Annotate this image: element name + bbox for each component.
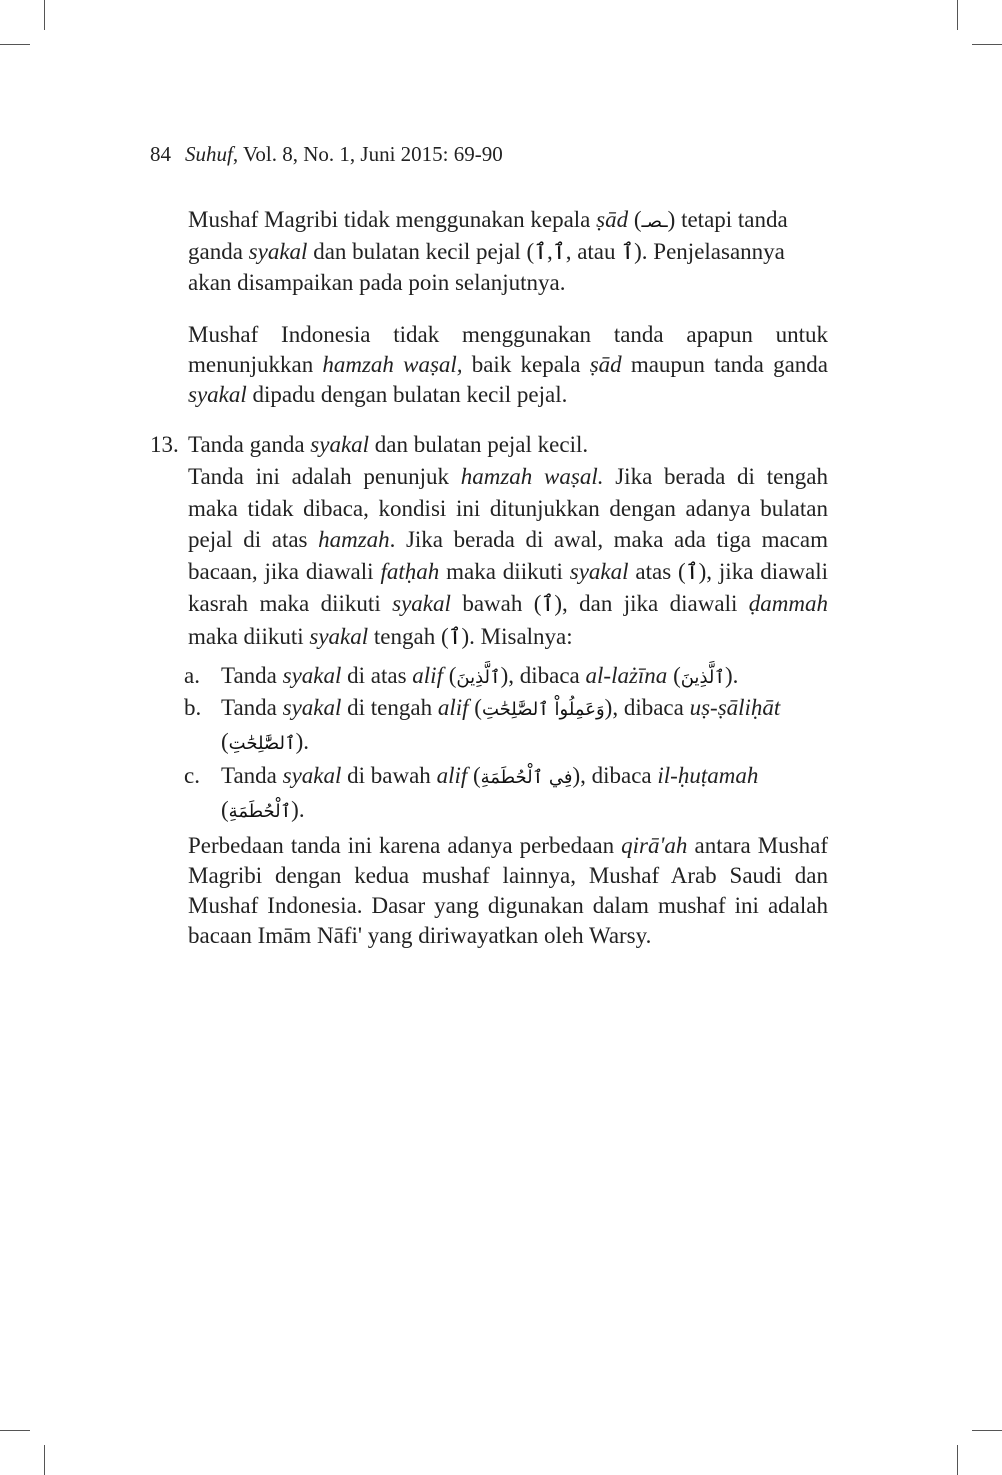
running-head — [150, 142, 503, 167]
item-13-title: Tanda ganda syakal dan bulatan pejal kecil. — [188, 432, 589, 457]
para1-line2: ganda syakal dan bulatan kecil pejal ( ٱ,ٱ , atau ٱ). Penjelasannya — [188, 239, 785, 265]
arabic-example-a: ٱلَّذِينَ — [456, 667, 501, 688]
crop-mark-top-left-h — [0, 44, 30, 45]
page-number: 84 — [150, 142, 171, 166]
para1-line3: akan disampaikan pada poin selanjutnya. — [188, 270, 566, 295]
item-13-body: Tanda ini adalah penunjuk hamzah waṣal. Jika berada di tengah maka tidak dibaca, kondisi ini ditunjukkan dengan adanya bulatan pejal di atas hamzah. Jika berada di awal, maka ada tiga macam bacaan, jika diawali fatḥah maka diikuti syakal atas (ٱ), jika diawali kasrah maka diikuti syakal bawah (ٱ), dan jika diawali ḍammah maka diikuti syakal tengah (ٱ). Misalnya: — [188, 464, 829, 650]
crop-mark-top-left-v — [44, 0, 45, 30]
crop-mark-top-right-h — [972, 44, 1002, 45]
crop-mark-bottom-right-v — [957, 1445, 958, 1475]
paragraph-indonesia: Mushaf Indonesia tidak menggunakan tanda apapun untuk menunjukkan hamzah waṣal, baik kepala ṣād maupun tanda ganda syakal dipadu dengan bulatan kecil pejal. — [188, 322, 828, 407]
arabic-reading-a: ٱلَّذِينَ — [680, 667, 725, 688]
paragraph-closing: Perbedaan tanda ini karena adanya perbedaan qirā'ah antara Mushaf Magribi dengan kedua mushaf lainnya, Mushaf Arab Saudi dan Mushaf Indonesia. Dasar yang digunakan dalam mushaf ini adalah bacaan Imām Nāfi' yang diriwayatkan oleh Warsy. — [188, 833, 828, 948]
list-number-13: 13. — [150, 432, 179, 457]
arabic-alif-2: ٱ — [534, 240, 548, 265]
list-marker: c. — [184, 763, 200, 788]
arabic-alif-3: ٱ — [621, 240, 635, 265]
journal-issue: , Vol. 8, No. 1, Juni 2015: 69-90 — [232, 142, 503, 166]
list-marker: a. — [184, 663, 200, 688]
list-item-c: c. Tanda syakal di bawah alif (فِي ٱلْحُطَمَةِ), dibaca il-ḥuṭamah (ٱلْحُطَمَةِ). — [184, 760, 832, 828]
list-item-a: a. Tanda syakal di atas alif (ٱلَّذِينَ), dibaca al-lażīna (ٱلَّذِينَ). — [184, 660, 832, 694]
arabic-reading-c: ٱلْحُطَمَةِ — [228, 801, 292, 822]
arabic-alif-1: ٱ — [552, 240, 566, 265]
crop-mark-bottom-left-h — [0, 1430, 30, 1431]
arabic-sad-head: ـصـ — [641, 211, 668, 232]
journal-title: Suhuf — [185, 142, 233, 166]
arabic-alif-tengah: ٱ — [448, 624, 462, 650]
paragraph-magribi — [188, 205, 828, 298]
list-item-b: b. Tanda syakal di tengah alif (وَعَمِلُواْ ٱلصَّٰلِحَٰتِ), dibaca uṣ-ṣāliḥāt (ٱلصَّٰلِحَٰتِ). — [184, 692, 832, 760]
arabic-reading-b: ٱلصَّٰلِحَٰتِ — [228, 733, 296, 754]
arabic-example-c: فِي ٱلْحُطَمَةِ — [480, 767, 573, 788]
list-marker: b. — [184, 695, 202, 720]
crop-mark-bottom-right-h — [972, 1430, 1002, 1431]
crop-mark-top-right-v — [957, 0, 958, 30]
arabic-example-b: وَعَمِلُواْ ٱلصَّٰلِحَٰتِ — [481, 699, 605, 720]
arabic-alif-atas: ٱ — [685, 559, 699, 585]
para1-line1: Mushaf Magribi tidak menggunakan kepala ṣād (ـصـ) tetapi tanda — [188, 207, 788, 232]
arabic-alif-bawah: ٱ — [541, 592, 555, 617]
crop-mark-bottom-left-v — [44, 1445, 45, 1475]
